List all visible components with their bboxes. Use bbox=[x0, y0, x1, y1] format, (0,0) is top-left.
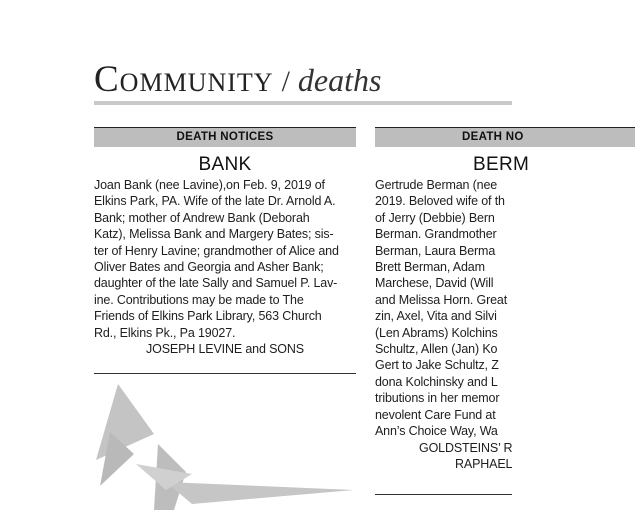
notice-line: zin, Axel, Vita and Silvi bbox=[375, 309, 497, 324]
notice-line: ter of Henry Lavine; grandmother of Alice and bbox=[94, 243, 339, 258]
notice-line: Gert to Jake Schultz, Z bbox=[375, 358, 499, 373]
star-of-david-icon bbox=[96, 382, 356, 512]
notice-line: Berman. Grandmother bbox=[375, 227, 497, 242]
notice-surname: BANK bbox=[198, 154, 252, 175]
notice-line: Oliver Bates and Georgia and Asher Bank; bbox=[94, 260, 324, 275]
notice-line: tributions in her memor bbox=[375, 391, 500, 406]
header-rule bbox=[94, 101, 512, 105]
section-name: Community bbox=[94, 59, 274, 100]
death-notice-berman bbox=[375, 127, 635, 472]
death-notice-berman-clip bbox=[375, 127, 530, 512]
notice-line: Bank; mother of Andrew Bank (Deborah bbox=[94, 210, 310, 225]
notice-line: Elkins Park, PA. Wife of the late Dr. Arnold A. bbox=[94, 194, 336, 209]
notice-line: (Len Abrams) Kolchins bbox=[375, 325, 498, 340]
funeral-home: GOLDSTEINS’ R bbox=[419, 440, 513, 455]
notice-line: Rd., Elkins Pk., Pa 19027. bbox=[94, 325, 236, 340]
notice-line: Brett Berman, Adam bbox=[375, 260, 485, 275]
notice-divider bbox=[94, 373, 356, 374]
notice-line: and Melissa Horn. Great bbox=[375, 292, 508, 307]
notice-line: Friends of Elkins Park Library, 563 Church bbox=[94, 309, 322, 324]
notice-line: Joan Bank (nee Lavine),on Feb. 9, 2019 of bbox=[94, 178, 325, 192]
notice-heading: DEATH NO bbox=[375, 127, 635, 147]
notice-line: 2019. Beloved wife of th bbox=[375, 194, 505, 209]
notice-body bbox=[94, 177, 356, 341]
notice-line: Berman, Laura Berma bbox=[375, 243, 496, 258]
funeral-home: RAPHAEL bbox=[455, 456, 513, 471]
notice-line: Gertrude Berman (nee bbox=[375, 178, 498, 192]
notice-heading: DEATH NOTICES bbox=[94, 127, 356, 147]
notice-line: Schultz, Allen (Jan) Ko bbox=[375, 342, 498, 357]
death-notice-bank bbox=[94, 127, 356, 357]
notice-surname: BERM bbox=[473, 154, 530, 175]
section-separator: / bbox=[281, 65, 290, 98]
notice-line: of Jerry (Debbie) Bern bbox=[375, 210, 495, 225]
notice-line: Katz), Melissa Bank and Margery Bates; sis- bbox=[94, 227, 334, 242]
notice-line: Marchese, David (Will bbox=[375, 276, 494, 291]
notice-divider bbox=[375, 494, 512, 495]
section-title bbox=[94, 58, 514, 98]
notice-line: Ann’s Choice Way, Wa bbox=[375, 424, 498, 439]
funeral-home: JOSEPH LEVINE and SONS bbox=[146, 342, 304, 357]
notice-body bbox=[375, 177, 635, 440]
notice-line: ine. Contributions may be made to The bbox=[94, 292, 304, 307]
notice-line: daughter of the late Sally and Samuel P. Lav- bbox=[94, 276, 338, 291]
notice-line: dona Kolchinsky and L bbox=[375, 374, 498, 389]
subsection-name: deaths bbox=[297, 62, 382, 98]
notice-line: nevolent Care Fund at bbox=[375, 407, 496, 422]
